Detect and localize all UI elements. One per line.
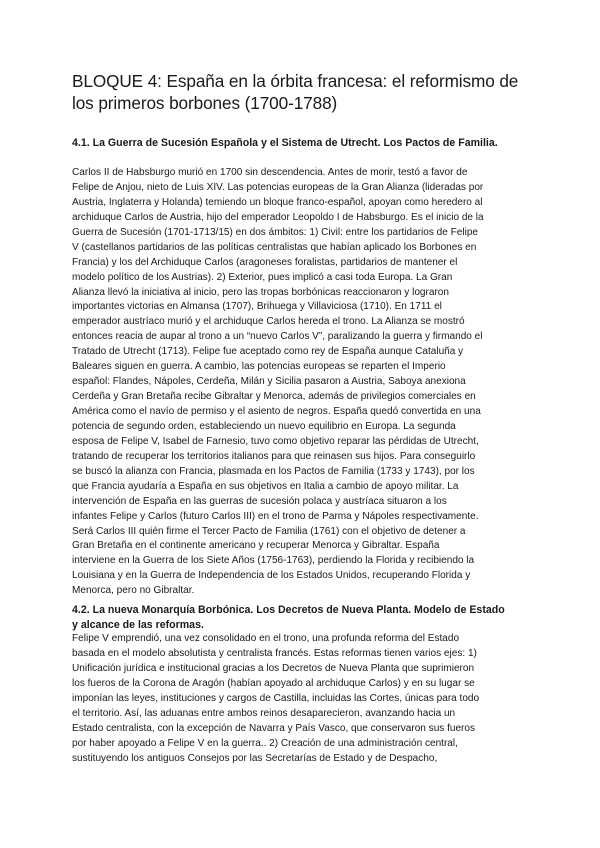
- section-heading-line: y alcance de las reformas.: [72, 618, 204, 631]
- section-paragraph: [72, 632, 552, 766]
- paragraph-line: Baleares siguen en guerra. A cambio, las potencias europeas se reparten el Imperio: [72, 361, 446, 373]
- paragraph-line: Francia) y los del Archiduque Carlos (aragoneses foralistas, partidarios de mantener el: [72, 256, 458, 268]
- paragraph-line: emperador austríaco murió y el archiduque Carlos hereda el trono. La Alianza se mostró: [72, 316, 465, 328]
- paragraph-line: tratando de recuperar los territorios italianos para que reinasen sus hijos. Para conseguirlo: [72, 450, 476, 462]
- paragraph-line: Tratado de Utrecht (1713). Felipe fue aceptado como rey de España aunque Cataluña y: [72, 346, 464, 358]
- paragraph-line: imponían las leyes, instituciones y cargos de Castilla, incluidas las Cortes, únicas para todo: [72, 692, 480, 704]
- paragraph-line: entonces reacia de aupar al trono a un “nuevo Carlos V”, paralizando la guerra y firmando el: [72, 331, 483, 343]
- section-heading: [72, 603, 542, 633]
- paragraph-line: Unificación jurídica e institucional gracias a los Decretos de Nueva Planta que suprimieron: [72, 662, 475, 674]
- paragraph-line: Alianza llevó la iniciativa al inicio, pero las tropas borbónicas reaccionaron y lograron: [72, 286, 449, 298]
- paragraph-line: basada en el modelo absolutista y centralista francés. Estas reformas tienen varios ejes: 1): [72, 647, 477, 659]
- paragraph-line: archiduque Carlos de Austria, hijo del emperador Leopoldo I de Habsburgo. Es el inicio de la: [72, 211, 484, 223]
- paragraph-line: Estado centralista, con la excepción de Navarra y País Vasco, que conservaron sus fueros: [72, 722, 476, 734]
- paragraph-line: intervención de España en las guerras de sucesión polaca y austríaca situaron a los: [72, 495, 447, 507]
- document-title: [72, 70, 542, 114]
- paragraph-line: modelo político de los Austrias). 2) Exterior, pues implicó a casi toda Europa. La Gran: [72, 271, 453, 283]
- paragraph-line: Menorca, pero no Gibraltar.: [72, 585, 195, 597]
- paragraph-line: los fueros de la Corona de Aragón (habían apoyado al archiduque Carlos) y en su lugar se: [72, 677, 475, 689]
- document-title-line: BLOQUE 4: España en la órbita francesa: el reformismo de: [72, 71, 519, 91]
- document-title-line: los primeros borbones (1700-1788): [72, 93, 338, 113]
- paragraph-line: interviene en la Guerra de los Siete Años (1756-1763), perdiendo la Florida y recibiendo la: [72, 555, 475, 567]
- paragraph-line: V (castellanos partidarios de las políticas centralistas que habían aplicado los Borbones en: [72, 241, 477, 253]
- paragraph-line: Louisiana y en la Guerra de Independencia de los Estados Unidos, recuperando Florida y: [72, 570, 471, 582]
- paragraph-line: Será Carlos III quién firme el Tercer Pacto de Familia (1761) con el objetivo de detener a: [72, 525, 466, 537]
- paragraph-line: Guerra de Sucesión (1701-1713/15) en dos ámbitos: 1) Civil: entre los partidarios de Felipe: [72, 226, 479, 238]
- paragraph-line: Gran Bretaña en el continente americano y recuperar Menorca y Gibraltar. España: [72, 540, 440, 552]
- paragraph-line: esposa de Felipe V, Isabel de Farnesio, tuvo como objetivo reparar las pérdidas de Utrecht,: [72, 435, 479, 447]
- paragraph-line: Cerdeña y Gran Bretaña recibe Gibraltar y Menorca, además de privilegios comerciales en: [72, 391, 476, 403]
- paragraph-line: sustituyendo los antiguos Consejos por las Secretarías de Estado y de Despacho,: [72, 752, 438, 764]
- paragraph-line: Carlos II de Habsburgo murió en 1700 sin descendencia. Antes de morir, testó a favor de: [72, 167, 468, 178]
- paragraph-line: se buscó la alianza con Francia, plasmada en los Pactos de Familia (1733 y 1743), por los: [72, 465, 475, 477]
- paragraph-line: Felipe V emprendió, una vez consolidado en el trono, una profunda reforma del Estado: [72, 633, 460, 644]
- paragraph-line: América como el navío de permiso y el asiento de negros. España quedó convertida en una: [72, 406, 481, 417]
- paragraph-line: el territorio. Así, las aduanas entre ambos reinos desaparecieron, avanzando hacia un: [72, 707, 456, 719]
- paragraph-line: español: Flandes, Nápoles, Cerdeña, Milán y Sicilia pasaron a Austria, Saboya anexiona: [72, 376, 466, 388]
- paragraph-line: Austria, Inglaterra y Holanda) temiendo un bloque franco-español, apoyan como heredero al: [72, 196, 483, 208]
- paragraph-line: importantes victorias en Almansa (1707), Brihuega y Villaviciosa (1710). En 1711 el: [72, 301, 442, 313]
- section-heading-line: 4.1. La Guerra de Sucesión Española y el Sistema de Utrecht. Los Pactos de Familia.: [72, 137, 498, 149]
- paragraph-line: por haber apoyado a Felipe V en la guerra.. 2) Creación de una administración central,: [72, 737, 458, 749]
- paragraph-line: infantes Felipe y Carlos (futuro Carlos III) en el trono de Parma y Nápoles respectivamente.: [72, 510, 479, 522]
- section-paragraph: [72, 166, 552, 599]
- paragraph-line: Felipe de Anjou, nieto de Luis XIV. Las potencias europeas de la Gran Alianza (lideradas por: [72, 181, 484, 193]
- section-heading-line: 4.2. La nueva Monarquía Borbónica. Los Decretos de Nueva Planta. Modelo de Estado: [72, 604, 505, 616]
- paragraph-line: que Francia ayudaría a España en sus objetivos en Italia a cambio de apoyo militar. La: [72, 480, 459, 492]
- paragraph-line: potencia de segundo orden, estableciendo un nuevo equilibrio en Europa. La segunda: [72, 420, 456, 432]
- section-heading: [72, 136, 542, 151]
